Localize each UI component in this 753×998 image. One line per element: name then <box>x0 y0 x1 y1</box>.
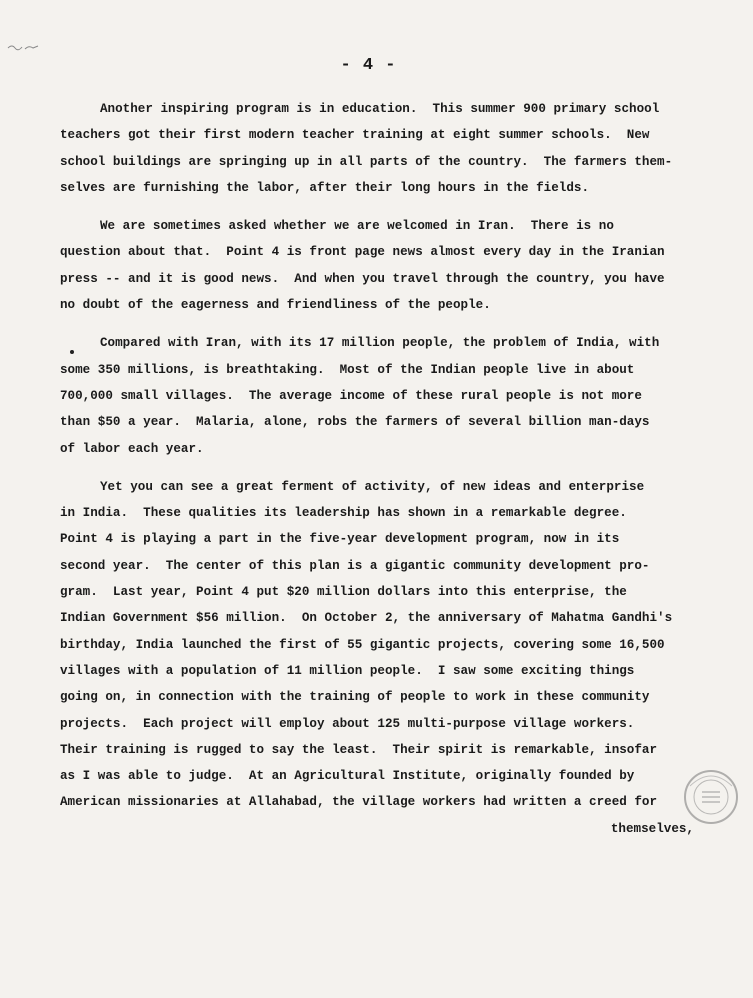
text-line: projects. Each project will employ about 125 multi-purpose village workers. <box>60 716 635 731</box>
text-line: Indian Government $56 million. On October 2, the anniversary of Mahatma Gandhi's <box>60 611 673 626</box>
archive-stamp-icon <box>682 768 740 826</box>
paragraph-india-development <box>60 474 710 842</box>
text-line: Another inspiring program is in education. This summer 900 primary school <box>100 102 660 116</box>
text-line: 700,000 small villages. The average income of these rural people is not more <box>60 388 642 403</box>
text-line: press -- and it is good news. And when you travel through the country, you have <box>60 271 665 286</box>
text-line: villages with a population of 11 million people. I saw some exciting things <box>60 663 635 678</box>
text-line: Yet you can see a great ferment of activity, of new ideas and enterprise <box>100 479 645 494</box>
text-line: some 350 millions, is breathtaking. Most of the Indian people live in about <box>60 362 635 377</box>
text-line: no doubt of the eagerness and friendliness of the people. <box>60 298 491 313</box>
page-number: - 4 - <box>340 56 397 75</box>
margin-scribble-icon <box>6 42 40 52</box>
text-line: birthday, India launched the first of 55 gigantic projects, covering some 16,500 <box>60 637 665 652</box>
text-line: We are sometimes asked whether we are welcomed in Iran. There is no <box>100 219 614 234</box>
text-line: question about that. Point 4 is front page news almost every day in the Iranian <box>60 245 665 260</box>
paragraph-education <box>60 96 710 201</box>
text-line: second year. The center of this plan is a gigantic community development pro- <box>60 558 650 573</box>
text-line: Point 4 is playing a part in the five-year development program, now in its <box>60 532 620 547</box>
text-line: selves are furnishing the labor, after their long hours in the fields. <box>60 180 590 195</box>
paragraph-iran-welcome <box>60 213 710 318</box>
paragraph-india-problem <box>60 330 710 461</box>
text-line: as I was able to judge. At an Agricultural Institute, originally founded by <box>60 769 635 784</box>
text-line: teachers got their first modern teacher training at eight summer schools. New <box>60 128 650 143</box>
text-line: than $50 a year. Malaria, alone, robs the farmers of several billion man-days <box>60 415 650 430</box>
text-line: school buildings are springing up in all parts of the country. The farmers them- <box>60 154 673 169</box>
text-line: in India. These qualities its leadership has shown in a remarkable degree. <box>60 506 627 521</box>
document-body <box>60 96 710 854</box>
text-line: American missionaries at Allahabad, the village workers had written a creed for <box>60 795 658 810</box>
text-line: gram. Last year, Point 4 put $20 million dollars into this enterprise, the <box>60 585 627 600</box>
continuation-line: themselves, <box>610 821 694 836</box>
text-line: of labor each year. <box>60 441 204 456</box>
text-line: Their training is rugged to say the least. Their spirit is remarkable, insofar <box>60 742 658 757</box>
text-line: going on, in connection with the training of people to work in these community <box>60 690 650 705</box>
text-line: Compared with Iran, with its 17 million people, the problem of India, with <box>100 336 660 351</box>
